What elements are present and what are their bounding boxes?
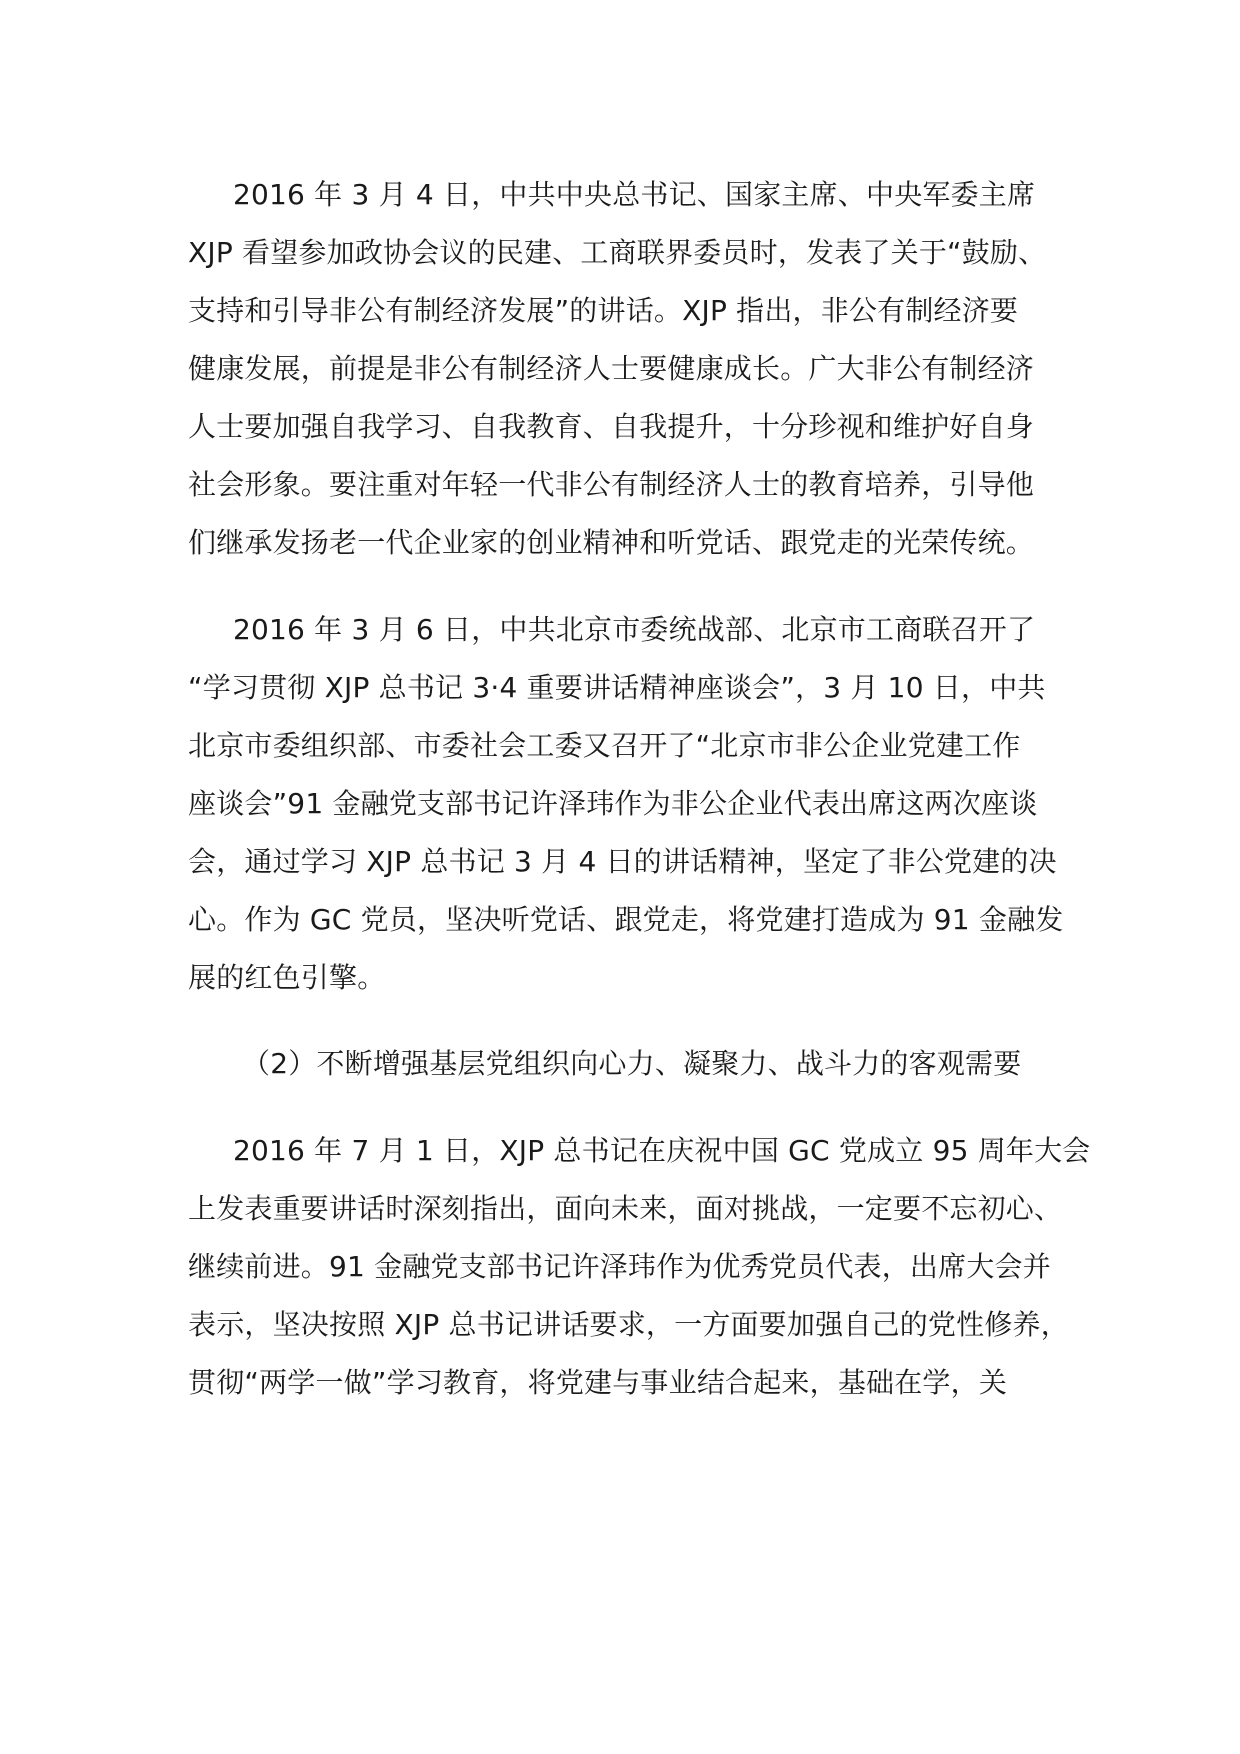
paragraph-1-line-4: 健康发展，前提是非公有制经济人士要健康成长。广大非公有制经济 bbox=[188, 352, 1035, 385]
paragraph-3-line-2: 上发表重要讲话时深刻指出，面向未来，面对挑战，一定要不忘初心、 bbox=[188, 1192, 1063, 1225]
paragraph-3-line-1: 2016 年 7 月 1 日，XJP 总书记在庆祝中国 GC 党成立 95 周年大会 bbox=[233, 1134, 1091, 1167]
paragraph-1-line-7: 们继承发扬老一代企业家的创业精神和听党话、跟党走的光荣传统。 bbox=[188, 526, 1035, 559]
paragraph-3-line-4: 表示，坚决按照 XJP 总书记讲话要求，一方面要加强自己的党性修养， bbox=[188, 1308, 1069, 1341]
paragraph-2-line-7: 展的红色引擎。 bbox=[188, 961, 386, 994]
paragraph-3-line-3: 继续前进。91 金融党支部书记许泽玮作为优秀党员代表，出席大会并 bbox=[188, 1250, 1051, 1283]
paragraph-3-line-5: 贯彻“两学一做”学习教育，将党建与事业结合起来，基础在学，关 bbox=[188, 1366, 1008, 1399]
paragraph-2-line-5: 会，通过学习 XJP 总书记 3 月 4 日的讲话精神，坚定了非公党建的决 bbox=[188, 845, 1057, 878]
paragraph-1-line-5: 人士要加强自我学习、自我教育、自我提升，十分珍视和维护好自身 bbox=[188, 410, 1035, 443]
paragraph-1-line-3: 支持和引导非公有制经济发展”的讲话。XJP 指出，非公有制经济要 bbox=[188, 294, 1019, 327]
paragraph-2-line-4: 座谈会”91 金融党支部书记许泽玮作为非公企业代表出席这两次座谈 bbox=[188, 787, 1038, 820]
paragraph-2-line-6: 心。作为 GC 党员，坚决听党话、跟党走，将党建打造成为 91 金融发 bbox=[188, 903, 1064, 936]
paragraph-2-line-1: 2016 年 3 月 6 日，中共北京市委统战部、北京市工商联召开了 bbox=[233, 613, 1036, 646]
section-heading: （2）不断增强基层党组织向心力、凝聚力、战斗力的客观需要 bbox=[242, 1047, 1022, 1080]
paragraph-2-line-2: “学习贯彻 XJP 总书记 3·4 重要讲话精神座谈会”，3 月 10 日，中共 bbox=[188, 671, 1046, 704]
paragraph-1-line-2: XJP 看望参加政协会议的民建、工商联界委员时，发表了关于“鼓励、 bbox=[188, 236, 1047, 269]
paragraph-1-line-1: 2016 年 3 月 4 日，中共中央总书记、国家主席、中央军委主席 bbox=[233, 178, 1036, 211]
paragraph-2-line-3: 北京市委组织部、市委社会工委又召开了“北京市非公企业党建工作 bbox=[188, 729, 1021, 762]
paragraph-1-line-6: 社会形象。要注重对年轻一代非公有制经济人士的教育培养，引导他 bbox=[188, 468, 1035, 501]
